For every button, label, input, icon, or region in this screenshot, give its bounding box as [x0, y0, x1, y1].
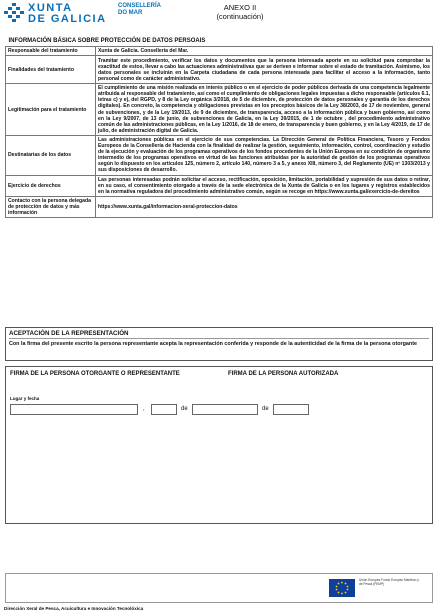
eu-fund-label: Unión Europea Fondo Europeo Marítimo y de Pesca (FEMP)	[359, 578, 419, 586]
row-key: Legitimación para el tratamiento	[6, 84, 96, 136]
de-separator: de	[262, 406, 269, 412]
row-key: Contacto con la persona delegada de protección de datos y más información	[6, 196, 96, 217]
row-value: Las personas interesadas podrán solicitar el acceso, rectificación, oposición, limitación, portabilidad y supresión de sus datos o retirar, en su caso, el consentimiento otorgado a través de la sede electrónica de la Xunta de Galicia o en los lugares y registros establecidos en la normativa reguladora del procedimiento administrativo común, según se recoge en https://www.xunta.gal/exercicio-de-dereitos	[96, 175, 433, 196]
de-separator: de	[181, 406, 188, 412]
comma-separator: ,	[143, 406, 145, 412]
grantor-signature-label: FIRMA DE LA PERSONA OTORGANTE O REPRESENTANTE	[10, 371, 180, 377]
row-value: Tramitar este procedimiento, verificar los datos y documentos que la persona interesada aporte en su solicitud para comprobar la exactitud de estos, llevar a cabo las actuaciones administrativas que se deriven e informar sobre el estado de tramitación. Asimismo, los datos personales se incluirán en la Carpeta ciudadana de cada persona interesada para facilitar el acceso a la información, tanto personal como de carácter administrativo.	[96, 56, 433, 84]
table-row	[6, 135, 433, 175]
annex-title: ANEXO II	[223, 3, 257, 12]
row-value: Las administraciones públicas en el ejercicio de sus competencias. La Dirección General de Política Financiera, Tesoro y Fondos Europeos de la Consellería de Hacienda con la finalidad de realizar la gestión, seguimiento, información, control, coordinación y estudio de la ejecución y evaluación de los programas operativos de los fondos procedentes de la Unión Europea en su condición de organismo intermedio de los programas operativos en virtud de las funciones atribuidas por la autoridad de gestión de los programas operativos según lo dispuesto en los artículos 125, número 2, artículo 140, número 3 a 5, y anexo XIII, número 3, del Reglamento (UE) nº 1303/2013 y sus disposiciones de desarrollo.	[96, 135, 433, 175]
row-key: Finalidades del tratamiento	[6, 56, 96, 84]
xunta-emblem-icon	[4, 2, 24, 26]
signature-section	[5, 366, 433, 524]
divider	[9, 338, 429, 339]
department-footer: Dirección Xeral de Pesca, Acuicultura e Innovación Tecnolóxica	[4, 606, 144, 611]
page-header	[0, 0, 439, 30]
acceptance-text: Con la firma del presente escrito la persona representante acepta la representación conferida y responde de la autenticidad de la firma de la persona otorgante	[9, 341, 418, 347]
day-field[interactable]	[151, 404, 177, 415]
table-row	[6, 175, 433, 196]
eu-flag-icon	[329, 579, 355, 597]
logo-line2: DE GALICIA	[28, 13, 107, 25]
place-field[interactable]	[10, 404, 138, 415]
footer-box	[5, 573, 433, 603]
acceptance-title: ACEPTACIÓN DE LA REPRESENTACIÓN	[9, 330, 129, 337]
table-row	[6, 84, 433, 136]
annex-subtitle: (continuación)	[216, 12, 264, 21]
month-field[interactable]	[192, 404, 258, 415]
table-row	[6, 47, 433, 56]
contact-link[interactable]: https://www.xunta.gal/informacion-xeral-proteccion-datos	[96, 196, 433, 217]
table-row	[6, 56, 433, 84]
acceptance-section	[5, 327, 433, 361]
conselleria-label: CONSELLERÍA DO MAR	[118, 3, 162, 16]
data-protection-table	[5, 36, 433, 218]
table-row	[6, 196, 433, 217]
logo-line1: XUNTA	[28, 2, 73, 14]
data-protection-title: INFORMACIÓN BÁSICA SOBRE PROTECCIÓN DE DATOS PERSOAIS	[8, 38, 206, 44]
place-date-label: Lugar y fecha	[10, 396, 40, 401]
row-value: El cumplimiento de una misión realizada en interés público o en el ejercicio de poder públicos derivada de una competencia legalmente atribuida al responsable del tratamiento, así como el cumplimiento de obligaciones legales impuestas a dicho responsable (artículos 6.1, letras c) y e), del RGPD, y 8 de la Ley orgánica 3/2018, de 5 de diciembre, de protección de datos personales y garantía de los derechos digitales). En concreto, la competencia y obligaciones previstas en los preceptos básicos de la Ley 38/2003, de 17 de noviembre, general de subvenciones, y de la Ley 19/2013, de 9 de diciembre, de transparencia, acceso a la información pública y buen gobierno, así como en la Ley 9/2007, de 13 de junio, de subvenciones de Galicia, en la Ley 39/2015, de 1 de octubre , del procedimiento administrativo común de las administraciones públicas, en la Ley 1/2016, de 18 de enero, de transparencia y buen gobierno, y en la Ley 4/2019, de 17 de julio, de administración digital de Galicia.	[96, 84, 433, 136]
authorized-signature-label: FIRMA DE LA PERSONA AUTORIZADA	[228, 371, 339, 377]
row-key: Destinatarias de los datos	[6, 135, 96, 175]
row-value: Xunta de Galicia. Consellería del Mar.	[96, 47, 433, 56]
annex-heading	[195, 3, 285, 21]
row-key: Ejercicio de derechos	[6, 175, 96, 196]
xunta-logo	[4, 2, 107, 26]
row-key: Responsable del tratamiento	[6, 47, 96, 56]
year-field[interactable]	[273, 404, 309, 415]
